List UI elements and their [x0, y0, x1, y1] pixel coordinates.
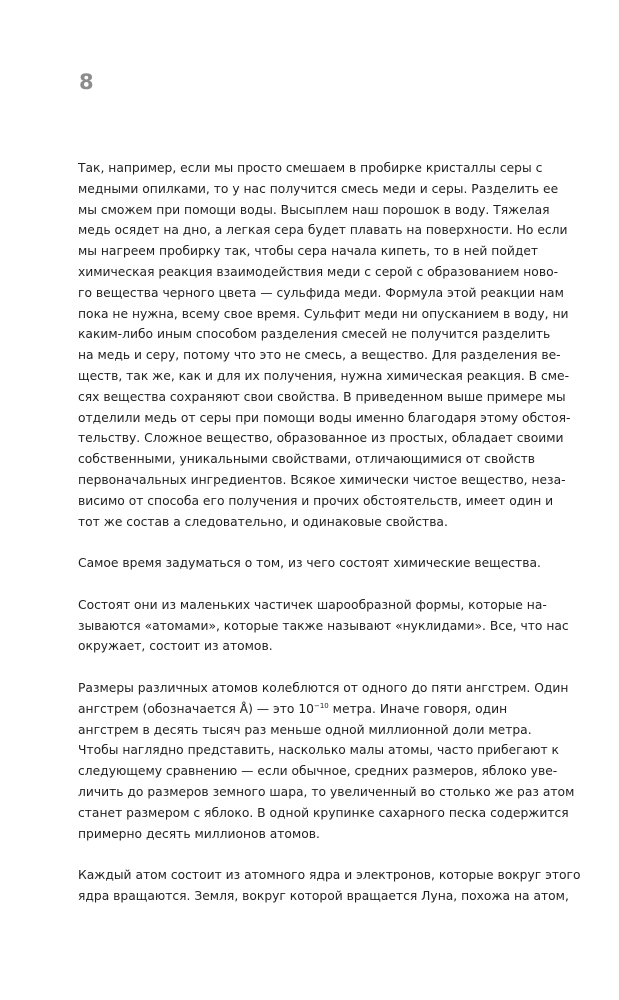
text-line: на медь и серу, потому что это не смесь, а вещество. Для разделения ве- — [78, 348, 561, 363]
text-line: первоначальных ингредиентов. Всякое химически чистое вещество, неза- — [78, 472, 566, 487]
text-line: мы сможем при помощи воды. Высыплем наш порошок в воду. Тяжелая — [78, 202, 550, 217]
text-segment: ангстрем (обозначается Å) — это 10 — [78, 701, 314, 716]
text-line — [78, 699, 548, 720]
text-line: следующему сравнению — если обычное, средних размеров, яблоко уве- — [78, 764, 558, 779]
text-line: примерно десять миллионов атомов. — [78, 826, 320, 841]
text-line: пока не нужна, всему свое время. Сульфит меди ни опусканием в воду, ни — [78, 306, 569, 321]
paragraph-atoms — [78, 595, 569, 657]
paragraph-mixtures — [78, 158, 571, 532]
text-line: Так, например, если мы просто смешаем в пробирке кристаллы серы с — [78, 161, 543, 175]
text-segment: метра. Иначе говоря, один — [328, 701, 508, 716]
text-line: сях вещества сохраняют свои свойства. В приведенном выше примере мы — [78, 389, 566, 404]
text-line: отделили медь от серы при помощи воды именно благодаря этому обстоя- — [78, 410, 571, 425]
paragraph-question — [78, 553, 548, 574]
text-line: медными опилками, то у нас получится смесь меди и серы. Разделить ее — [78, 181, 559, 196]
text-line: Состоят они из маленьких частичек шарообразной формы, которые на- — [78, 597, 547, 612]
text-line: Самое время задуматься о том, из чего состоят химические вещества. — [78, 556, 541, 571]
text-line: собственными, уникальными свойствами, отличающимися от свойств — [78, 452, 535, 467]
text-line: ядра вращаются. Земля, вокруг которой вращается Луна, похожа на атом, — [78, 888, 569, 903]
paragraph-atom-structure — [78, 865, 581, 907]
text-line: станет размером с яблоко. В одной крупинке сахарного песка содержится — [78, 805, 569, 820]
text-line: зываются «атомами», которые также называют «нуклидами». Все, что нас — [78, 618, 569, 633]
page-number: 8 — [79, 70, 94, 94]
text-line: тельству. Сложное вещество, образованное из простых, обладает своими — [78, 431, 564, 446]
page-text — [78, 158, 581, 927]
text-line: каким-либо иным способом разделения смесей не получится разделить — [78, 327, 551, 342]
paragraph-atom-size — [78, 678, 575, 844]
text-line: мы нагреем пробирку так, чтобы сера начала кипеть, то в ней пойдет — [78, 244, 539, 259]
text-line: ществ, так же, как и для их получения, нужна химическая реакция. В сме- — [78, 368, 570, 383]
text-line: висимо от способа его получения и прочих обстоятельств, имеет один и — [78, 493, 554, 508]
text-line: тот же состав а следовательно, и одинаковые свойства. — [78, 514, 448, 529]
exponent: −10 — [313, 701, 329, 710]
text-line: Чтобы наглядно представить, насколько малы атомы, часто прибегают к — [78, 743, 559, 758]
text-line: медь осядет на дно, а легкая сера будет плавать на поверхности. Но если — [78, 223, 568, 238]
text-line: Каждый атом состоит из атомного ядра и электронов, которые вокруг этого — [78, 868, 581, 883]
text-line: ангстрем в десять тысяч раз меньше одной миллионной доли метра. — [78, 722, 532, 737]
text-line: химическая реакция взаимодействия меди с серой с образованием ново- — [78, 264, 559, 279]
text-line: го вещества черного цвета — сульфида меди. Формула этой реакции нам — [78, 285, 564, 300]
text-line: личить до размеров земного шара, то увеличенный во столько же раз атом — [78, 784, 575, 799]
text-line: окружает, состоит из атомов. — [78, 639, 273, 654]
text-line: Размеры различных атомов колеблются от одного до пяти ангстрем. Один — [78, 680, 569, 695]
